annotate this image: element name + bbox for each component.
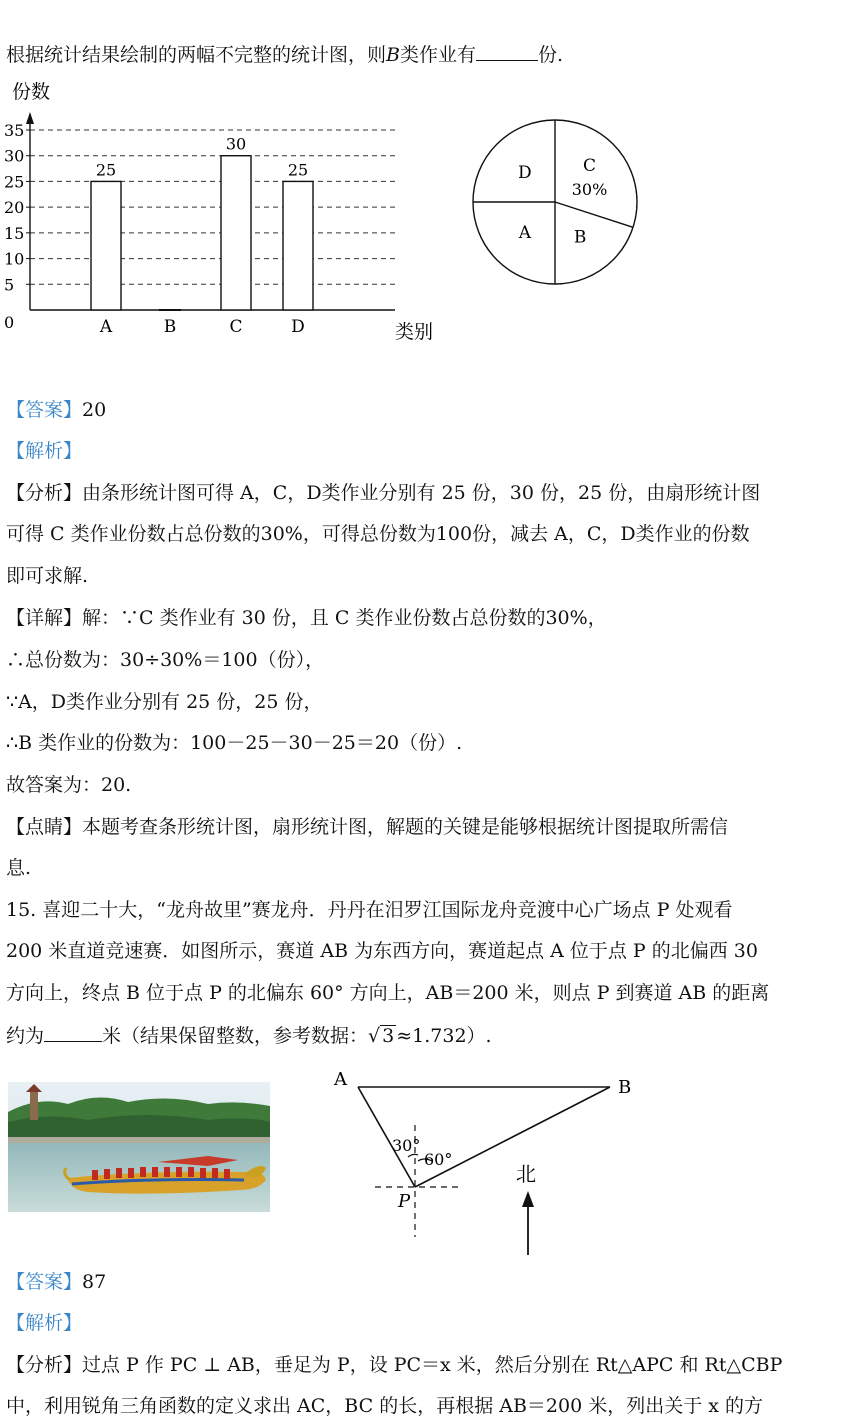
fenxi-text-2: 可得 C 类作业份数占总份数的30%，可得总份数为100份，减去 A，C，D类作业的份数 [6,523,750,545]
fenxi-text-1: 由条形统计图可得 A，C，D类作业分别有 25 份，30 份，25 份，由扇形统计图 [82,482,761,504]
segment-pb [415,1087,610,1187]
y-tick-label: 5 [4,275,15,295]
pie-slice-label-c: C [582,155,597,176]
fenxi-tag-15: 【分析】 [6,1354,83,1376]
dianjing-line-1 [6,815,728,839]
answer-15 [6,1270,106,1294]
pie-slice-label-b: B [573,227,587,248]
q14-intro-var: B [386,44,400,66]
dianjing-text-1: 本题考查条形统计图，扇形统计图，解题的关键是能够根据统计图提取所需信 [82,816,729,838]
xiangjie-text-1: 解：∵C 类作业有 30 份，且 C 类作业份数占总份数的30%， [82,607,607,629]
label-b: B [618,1077,632,1098]
angle-label-30: 30° [392,1136,421,1155]
fenxi-line-1 [6,481,760,505]
fenxi-line-3 [6,564,88,588]
dianjing-text-2: 息. [6,857,32,879]
bar-ticks [4,121,30,332]
xiangjie-line-4 [6,731,462,755]
xiangjie-text-5: 故答案为：20. [6,774,132,796]
q14-intro: 根据统计结果绘制的两幅不完整的统计图，则 [6,44,387,66]
bar-labels [96,135,308,337]
dianjing-line-2 [6,856,31,880]
bar-xlabel: 类别 [395,321,434,343]
data-label: 30 [225,134,247,154]
bar-c [221,156,251,310]
q15-text-3: 方向上，终点 B 位于点 P 的北偏东 60° 方向上，AB＝200 米，则点 P 到赛道 AB 的距离 [6,982,770,1004]
pie-slice-percent: 30% [571,179,608,199]
pie-chart [465,112,645,292]
q15-text-4b: 米（结果保留整数，参考数据： [102,1025,369,1047]
angle-label-60: 60° [424,1150,453,1169]
geometry-figure [320,1065,650,1260]
bar-grid [30,130,395,284]
pie-divider [555,202,633,227]
analysis-14-tag [6,439,82,463]
label-a: A [334,1069,347,1090]
y-tick-label: 0 [4,313,15,332]
answer-blank-15 [44,1023,102,1042]
xiangjie-line-1 [6,606,607,630]
q15-line-2 [6,939,758,963]
xiangjie-text-3: ∵A，D类作业分别有 25 份，25 份， [6,691,323,713]
q15-text-4a: 约为 [6,1025,45,1047]
pie-slice-label-d: D [518,162,532,183]
fenxi-line-2 [6,522,750,546]
y-tick-label: 20 [4,198,25,218]
bar-axes [26,112,395,310]
y-tick-label: 35 [4,121,25,140]
x-tick-label: D [291,317,305,337]
label-p: P [398,1191,411,1212]
answer-value-15: 87 [82,1271,107,1293]
dragon-boat-photo [8,1082,270,1212]
q14-intro-tail: 类作业有 [399,44,476,66]
fenxi-tag: 【分析】 [6,482,83,504]
answer-blank [476,42,538,61]
xiangjie-line-5 [6,773,131,797]
dianjing-tag: 【点睛】 [6,816,83,838]
analysis-15-tag [6,1311,82,1335]
analysis-15-line-1 [6,1353,782,1377]
q14-question-line [6,42,563,67]
q15-text-4c: ≈1.732）. [396,1025,492,1047]
analysis-15-text-1: 过点 P 作 PC ⊥ AB，垂足为 P，设 PC＝x 米，然后分别在 Rt△APC 和 Rt△CBP [82,1354,783,1376]
sqrt-radicand: 3 [382,1025,395,1047]
q15-line-1 [6,898,733,922]
q14-intro-end: 份. [538,44,564,66]
x-tick-label: A [99,317,113,337]
data-label: 25 [287,160,309,180]
q15-text-1: 15. 喜迎二十大，“龙舟故里”赛龙舟．丹丹在汨罗江国际龙舟竞渡中心广场点 P 处观看 [6,899,733,921]
x-tick-label: C [229,317,243,337]
answer-value: 20 [82,399,107,421]
q15-text-2: 200 米直道竞速赛．如图所示，赛道 AB 为东西方向，赛道起点 A 位于点 P 的北偏西 30 [6,940,758,962]
analysis-tag-15: 【解析】 [6,1312,83,1334]
y-tick-label: 10 [4,249,25,269]
north-label: 北 [516,1162,536,1186]
answer-tag-15: 【答案】 [6,1271,83,1293]
analysis-15-text-2: 中，利用锐角三角函数的定义求出 AC，BC 的长，再根据 AB＝200 米，列出关于 x 的方 [6,1395,764,1417]
sqrt-symbol: √ [368,1025,381,1047]
bar-chart [0,78,450,353]
y-axis-arrow-icon [26,112,34,124]
xiangjie-text-2: ∴总份数为：30÷30%＝100（份）， [6,649,325,671]
xiangjie-text-4: ∴B 类作业的份数为：100－25－30－25＝20（份）. [6,732,463,754]
xiangjie-line-3 [6,690,323,714]
analysis-tag: 【解析】 [6,440,83,462]
north-arrow-icon [522,1191,534,1207]
pie-slice-label-a: A [518,223,531,244]
analysis-15-line-2 [6,1394,763,1418]
answer-tag: 【答案】 [6,399,83,421]
bar-d [283,181,313,310]
xiangjie-line-2 [6,648,324,672]
y-tick-label: 30 [4,146,25,166]
q15-line-4 [6,1023,492,1048]
q15-line-3 [6,981,769,1005]
xiangjie-tag: 【详解】 [6,607,83,629]
bar-a [91,181,121,310]
data-label: 25 [95,160,117,180]
fenxi-text-3: 即可求解. [6,565,89,587]
y-tick-label: 25 [4,172,25,192]
y-tick-label: 15 [4,223,25,243]
x-tick-label: B [163,317,177,337]
answer-14 [6,398,106,422]
bar-ylabel: 份数 [12,81,51,103]
